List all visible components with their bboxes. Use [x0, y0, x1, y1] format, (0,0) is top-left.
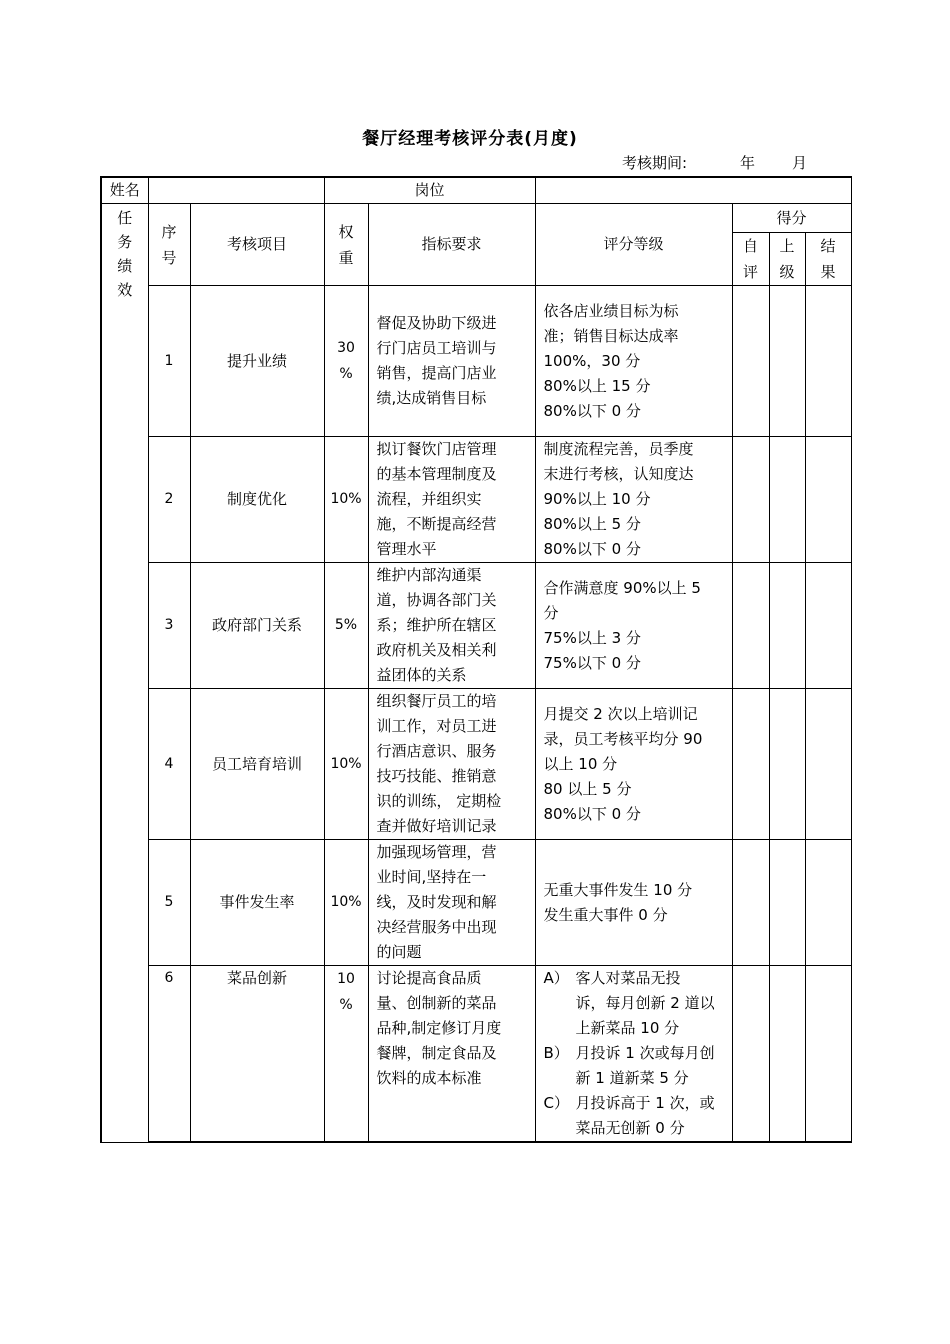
row-grading: 依各店业绩目标为标 准；销售目标达成率 100%，30 分 80%以上 15 分 80%以下 0 分 — [535, 286, 732, 437]
row-requirement: 组织餐厅员工的培 训工作，对员工进 行酒店意识、服务 技巧技能、推销意 识的训练， 定期检 查并做好培训记录 — [368, 689, 535, 840]
table-row — [101, 286, 851, 437]
row-requirement: 维护内部沟通渠 道，协调各部门关 系；维护所在辖区 政府机关及相关利 益团体的关系 — [368, 563, 535, 689]
grading-option-c: C） 月投诉高于 1 次，或 菜品无创新 0 分 — [543, 1094, 715, 1137]
name-label: 姓名 — [101, 177, 148, 204]
result-score-header: 结 果 — [805, 233, 851, 286]
superior-score-cell[interactable] — [769, 689, 805, 840]
row-weight: 10% — [324, 840, 368, 966]
row-weight: 10 % — [324, 966, 368, 1143]
row-seq: 3 — [148, 563, 190, 689]
row-grading: 月提交 2 次以上培训记 录，员工考核平均分 90 以上 10 分 80 以上 5 分 80%以下 0 分 — [535, 689, 732, 840]
assessment-table — [100, 176, 852, 1143]
row-grading: 制度流程完善，员季度 末进行考核，认知度达 90%以上 10 分 80%以上 5 分 80%以下 0 分 — [535, 437, 732, 563]
result-score-cell[interactable] — [805, 286, 851, 437]
grading-header: 评分等级 — [535, 204, 732, 286]
self-score-cell[interactable] — [732, 840, 769, 966]
table-row — [101, 840, 851, 966]
requirement-header: 指标要求 — [368, 204, 535, 286]
name-field[interactable] — [148, 177, 324, 204]
row-requirement: 拟订餐饮门店管理 的基本管理制度及 流程，并组织实 施，不断提高经营 管理水平 — [368, 437, 535, 563]
grading-option-a: A） 客人对菜品无投 诉，每月创新 2 道以 上新菜品 10 分 — [543, 969, 715, 1037]
row-weight: 5% — [324, 563, 368, 689]
row-item: 政府部门关系 — [190, 563, 324, 689]
assessment-period — [622, 152, 822, 173]
row-requirement: 加强现场管理，营 业时间,坚持在一 线，及时发现和解 决经营服务中出现 的问题 — [368, 840, 535, 966]
self-score-cell[interactable] — [732, 437, 769, 563]
row-item: 提升业绩 — [190, 286, 324, 437]
result-score-cell[interactable] — [805, 437, 851, 563]
seq-header: 序 号 — [148, 204, 190, 286]
row-item: 员工培育培训 — [190, 689, 324, 840]
period-month: 月 — [792, 154, 808, 172]
table-row — [101, 563, 851, 689]
row-seq: 1 — [148, 286, 190, 437]
row-item: 制度优化 — [190, 437, 324, 563]
result-score-cell[interactable] — [805, 563, 851, 689]
row-grading: 合作满意度 90%以上 5 分 75%以上 3 分 75%以下 0 分 — [535, 563, 732, 689]
row-requirement: 讨论提高食品质 量、创制新的菜品 品种,制定修订月度 餐牌，制定食品及 饮料的成本标准 — [368, 966, 535, 1143]
grading-option-b: B） 月投诉 1 次或每月创 新 1 道新菜 5 分 — [543, 1044, 715, 1087]
row-grading — [535, 966, 732, 1143]
self-score-cell[interactable] — [732, 286, 769, 437]
section-label-task-performance: 任 务 绩 效 — [101, 204, 148, 1143]
row-grading: 无重大事件发生 10 分 发生重大事件 0 分 — [535, 840, 732, 966]
row-seq: 4 — [148, 689, 190, 840]
row-weight: 10% — [324, 689, 368, 840]
superior-score-cell[interactable] — [769, 286, 805, 437]
self-score-header: 自 评 — [732, 233, 769, 286]
row-item: 事件发生率 — [190, 840, 324, 966]
result-score-cell[interactable] — [805, 966, 851, 1143]
form-title: 餐厅经理考核评分表(月度) — [362, 129, 578, 149]
row-weight: 30 % — [324, 286, 368, 437]
score-header: 得分 — [732, 204, 851, 233]
superior-score-cell[interactable] — [769, 840, 805, 966]
row-requirement: 督促及协助下级进 行门店员工培训与 销售，提高门店业 绩,达成销售目标 — [368, 286, 535, 437]
self-score-cell[interactable] — [732, 563, 769, 689]
result-score-cell[interactable] — [805, 840, 851, 966]
row-item: 菜品创新 — [190, 966, 324, 1143]
table-row — [101, 966, 851, 1143]
table-row — [101, 689, 851, 840]
self-score-cell[interactable] — [732, 689, 769, 840]
period-label: 考核期间: — [622, 154, 688, 172]
row-seq: 5 — [148, 840, 190, 966]
post-field[interactable] — [535, 177, 851, 204]
self-score-cell[interactable] — [732, 966, 769, 1143]
table-row — [101, 437, 851, 563]
weight-header: 权 重 — [324, 204, 368, 286]
row-seq: 2 — [148, 437, 190, 563]
item-header: 考核项目 — [190, 204, 324, 286]
post-label: 岗位 — [324, 177, 535, 204]
row-weight: 10% — [324, 437, 368, 563]
result-score-cell[interactable] — [805, 689, 851, 840]
superior-score-cell[interactable] — [769, 563, 805, 689]
period-year: 年 — [740, 154, 756, 172]
superior-score-cell[interactable] — [769, 966, 805, 1143]
superior-score-cell[interactable] — [769, 437, 805, 563]
superior-score-header: 上 级 — [769, 233, 805, 286]
row-seq: 6 — [148, 966, 190, 1143]
